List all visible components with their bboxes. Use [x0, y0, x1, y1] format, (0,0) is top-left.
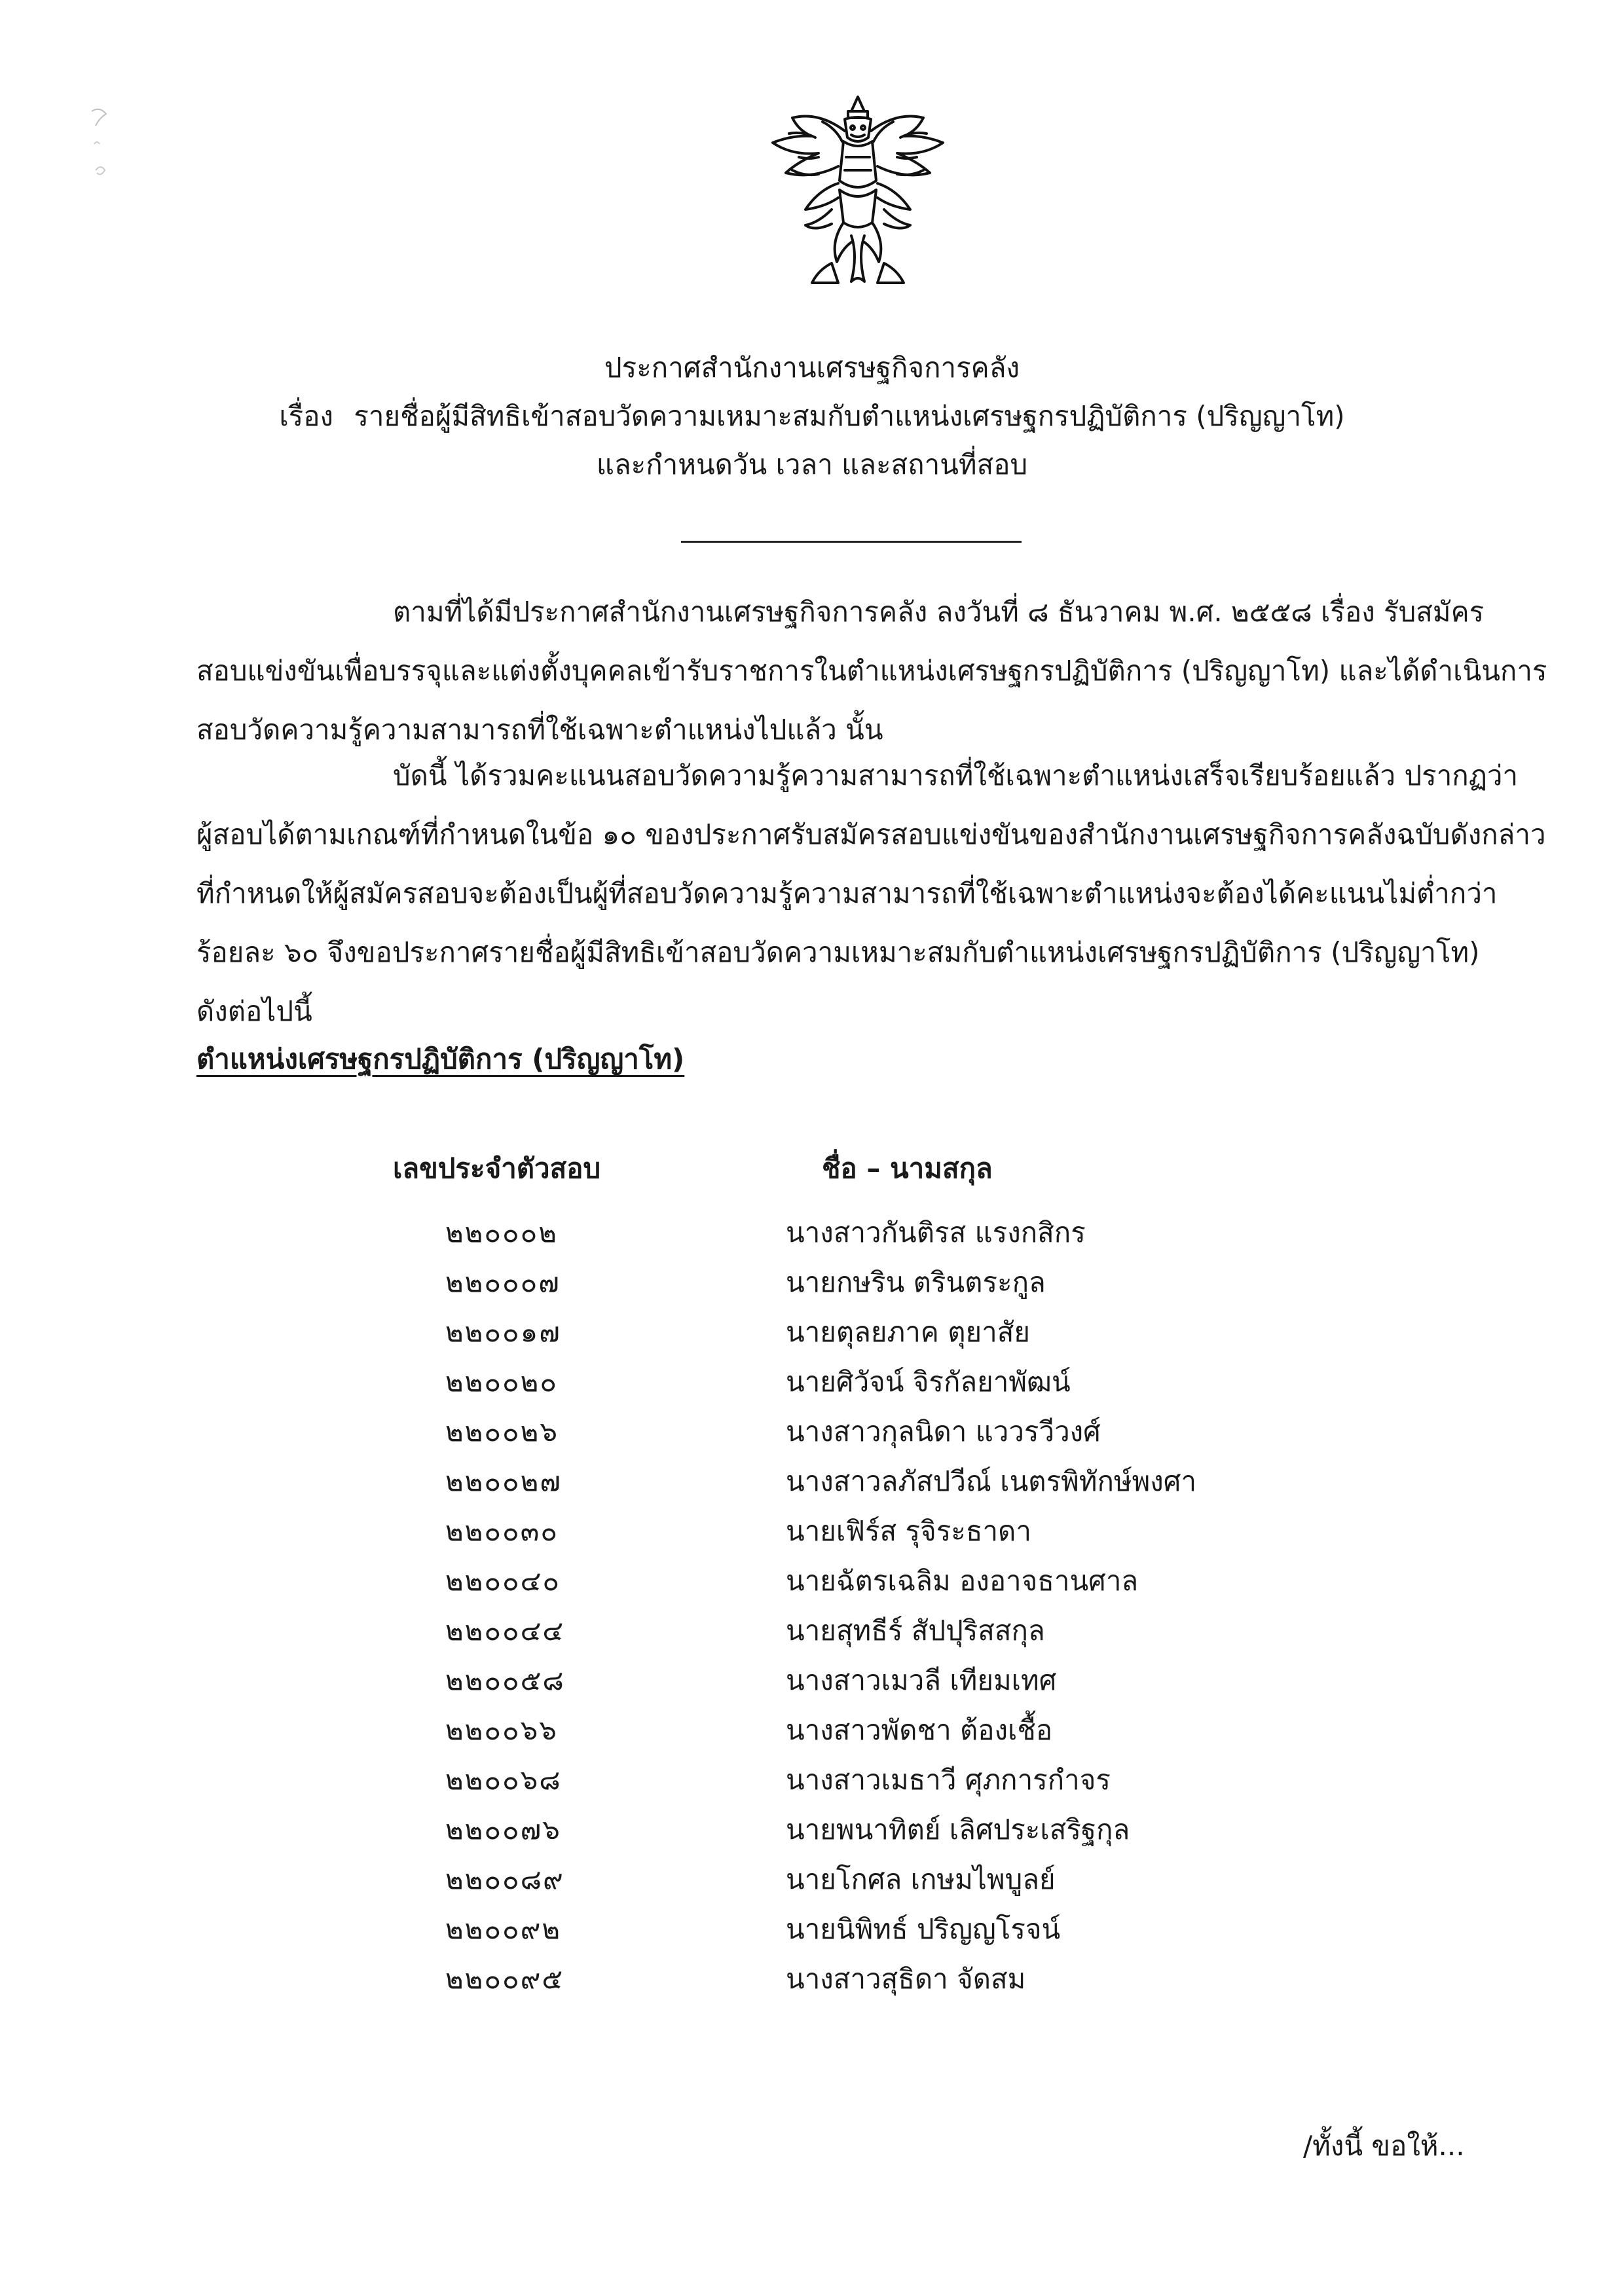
candidate-name: นางสาวสุธิดา จัดสม	[786, 1963, 1026, 1995]
candidate-name: นางสาวเมวลี เทียมเทศ	[786, 1664, 1057, 1696]
header-divider	[681, 541, 1022, 543]
paragraph-line: ดังต่อไปนี้	[196, 995, 312, 1027]
candidate-id: ๒๒๐๐๓๐	[445, 1515, 559, 1547]
candidate-id: ๒๒๐๐๙๕	[445, 1963, 564, 1995]
list-item	[419, 1357, 1270, 1407]
list-item	[419, 1606, 1270, 1656]
candidate-id: ๒๒๐๐๑๗	[445, 1316, 561, 1348]
paragraph-line: สอบวัดความรู้ความสามารถที่ใช้เฉพาะตำแหน่งไปแล้ว นั้น	[196, 714, 883, 746]
subject-text: รายชื่อผู้มีสิทธิเข้าสอบวัดความเหมาะสมกับตำแหน่งเศรษฐกรปฏิบัติการ (ปริญญาโท)	[354, 400, 1345, 432]
column-header-id: เลขประจำตัวสอบ	[393, 1152, 601, 1184]
candidate-name: นายพนาทิตย์ เลิศประเสริฐกุล	[786, 1813, 1130, 1846]
list-item	[419, 1954, 1270, 2004]
subject-label: เรื่อง	[279, 400, 333, 432]
list-item	[419, 1208, 1270, 1258]
paragraph-line: ที่กำหนดให้ผู้สมัครสอบจะต้องเป็นผู้ที่สอบวัดความรู้ความสามารถที่ใช้เฉพาะตำแหน่งจะต้องได้คะแนนไม่ต่ำกว่า	[196, 877, 1498, 909]
candidate-name: นายศิวัจน์ จิรกัลยาพัฒน์	[786, 1366, 1071, 1398]
candidate-list	[419, 1208, 1270, 2004]
list-item	[419, 1805, 1270, 1855]
announcement-title: ประกาศสำนักงานเศรษฐกิจการคลัง	[604, 352, 1020, 384]
paragraph-1	[196, 583, 1547, 759]
list-item	[419, 1258, 1270, 1307]
paragraph-line: บัดนี้ ได้รวมคะแนนสอบวัดความรู้ความสามารถที่ใช้เฉพาะตำแหน่งเสร็จเรียบร้อยแล้ว ปรากฏว่า	[393, 759, 1519, 792]
paragraph-line: สอบแข่งขันเพื่อบรรจุและแต่งตั้งบุคคลเข้ารับราชการในตำแหน่งเศรษฐกรปฏิบัติการ (ปริญญาโท) และได้ดำเนินการ	[196, 655, 1547, 687]
list-item	[419, 1307, 1270, 1357]
paragraph-line: ร้อยละ ๖๐ จึงขอประกาศรายชื่อผู้มีสิทธิเข้าสอบวัดความเหมาะสมกับตำแหน่งเศรษฐกรปฏิบัติการ (ปริญญาโท)	[196, 936, 1480, 968]
list-item	[419, 1904, 1270, 1954]
candidate-id: ๒๒๐๐๐๒	[445, 1216, 558, 1248]
candidate-name: นายเฟิร์ส รุจิระธาดา	[786, 1515, 1031, 1547]
candidate-name: นายกษริน ตรินตระกูล	[786, 1266, 1046, 1298]
candidate-name: นายฉัตรเฉลิม องอาจธานศาล	[786, 1565, 1139, 1597]
paragraph-line: ผู้สอบได้ตามเกณฑ์ที่กำหนดในข้อ ๑๐ ของประกาศรับสมัครสอบแข่งขันของสำนักงานเศรษฐกิจการคลังฉบับดังกล่าว	[196, 818, 1546, 850]
section-title: ตำแหน่งเศรษฐกรปฏิบัติการ (ปริญญาโท)	[196, 1043, 685, 1075]
candidate-id: ๒๒๐๐๔๔	[445, 1614, 565, 1647]
candidate-id: ๒๒๐๐๔๐	[445, 1565, 561, 1597]
subject-line	[196, 392, 1428, 441]
candidate-id: ๒๒๐๐๘๙	[445, 1863, 564, 1895]
candidate-id: ๒๒๐๐๙๒	[445, 1913, 562, 1945]
candidate-id: ๒๒๐๐๗๖	[445, 1813, 561, 1846]
list-item	[419, 1656, 1270, 1705]
candidate-id: ๒๒๐๐๐๗	[445, 1266, 561, 1298]
list-item	[419, 1457, 1270, 1506]
candidate-name: นางสาวลภัสปวีณ์ เนตรพิทักษ์พงศา	[786, 1465, 1197, 1497]
list-item	[419, 1705, 1270, 1755]
list-item	[419, 1755, 1270, 1805]
candidate-name: นายสุทธีร์ สัปปุริสสกุล	[786, 1614, 1045, 1647]
candidate-name: นางสาวพัดชา ต้องเชื้อ	[786, 1714, 1053, 1746]
paragraph-line: ตามที่ได้มีประกาศสำนักงานเศรษฐกิจการคลัง ลงวันที่ ๘ ธันวาคม พ.ศ. ๒๕๕๘ เรื่อง รับสมัคร	[393, 596, 1485, 628]
candidate-name: นายโกศล เกษมไพบูลย์	[786, 1863, 1056, 1895]
candidate-name: นางสาวกันติรส แรงกสิกร	[786, 1216, 1086, 1248]
candidate-name: นางสาวกุลนิดา แววรวีวงศ์	[786, 1415, 1101, 1448]
continuation-note: /ทั้งนี้ ขอให้...	[1303, 2130, 1465, 2162]
column-header-name: ชื่อ – นามสกุล	[822, 1152, 993, 1184]
candidate-id: ๒๒๐๐๖๖	[445, 1714, 558, 1746]
candidate-id: ๒๒๐๐๒๖	[445, 1415, 559, 1448]
candidate-id: ๒๒๐๐๖๘	[445, 1764, 562, 1796]
list-item	[419, 1556, 1270, 1606]
candidate-id: ๒๒๐๐๒๐	[445, 1366, 558, 1398]
paragraph-2	[196, 746, 1546, 1041]
garuda-emblem-icon	[753, 92, 963, 295]
list-item	[419, 1855, 1270, 1904]
list-item	[419, 1407, 1270, 1457]
list-item	[419, 1506, 1270, 1556]
candidate-name: นายนิพิทธ์ ปริญญโรจน์	[786, 1913, 1061, 1945]
margin-scribble-icon	[85, 98, 124, 190]
candidate-id: ๒๒๐๐๕๘	[445, 1664, 565, 1696]
candidate-name: นางสาวเมธาวี ศุภการกำจร	[786, 1764, 1111, 1796]
candidate-name: นายตุลยภาค ตุยาสัย	[786, 1316, 1030, 1348]
subject-line-2: และกำหนดวัน เวลา และสถานที่สอบ	[596, 448, 1028, 481]
candidate-id: ๒๒๐๐๒๗	[445, 1465, 562, 1497]
